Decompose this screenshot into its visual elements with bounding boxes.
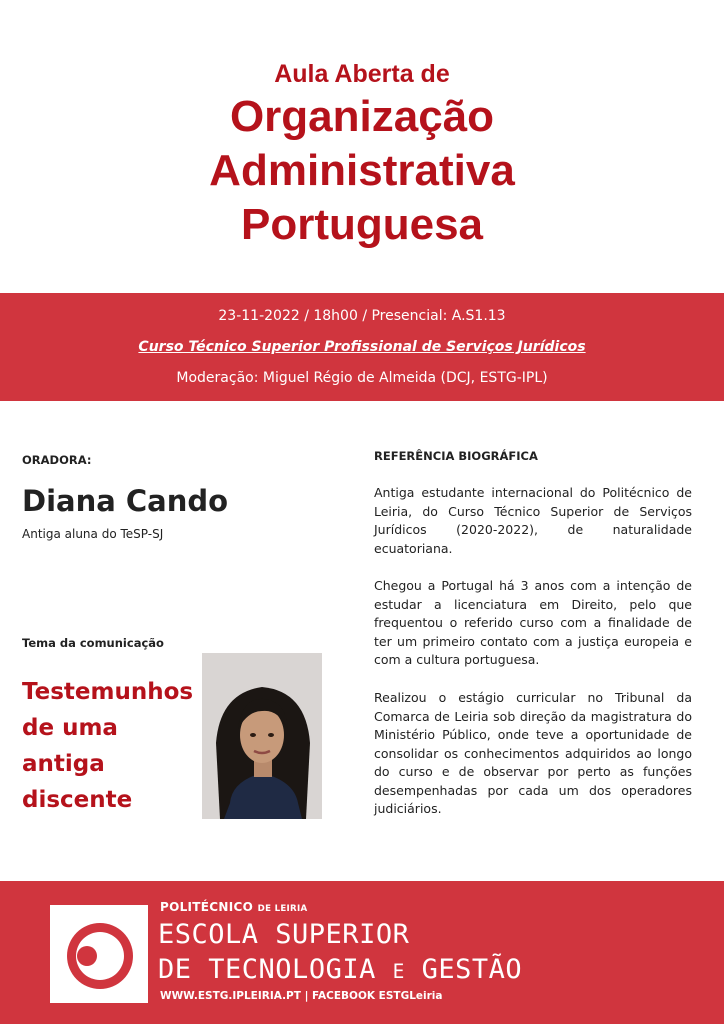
speaker-subtitle: Antiga aluna do TeSP-SJ bbox=[22, 527, 164, 541]
footer-links[interactable]: WWW.ESTG.IPLEIRIA.PT | FACEBOOK ESTGLeiria bbox=[160, 990, 443, 1002]
logo-icon bbox=[50, 905, 148, 1003]
school-logo bbox=[50, 905, 148, 1003]
bio-paragraph: Realizou o estágio curricular no Tribunal da Comarca de Leiria sob direção da magistratura do Ministério Público, onde teve a oportunidade de consolidar os conhecimentos adquiridos ao longo do curso e de observar por perto as funções desempenhadas por cada um dos operadores judiciários. bbox=[374, 690, 692, 816]
speaker-photo bbox=[202, 653, 322, 819]
theme-line: discente bbox=[22, 787, 133, 813]
title-line-3: Administrativa bbox=[209, 146, 515, 195]
event-details: 23-11-2022 / 18h00 / Presencial: A.S1.13 bbox=[218, 308, 506, 324]
institution-name: POLITÉCNICO DE LEIRIA bbox=[160, 900, 308, 914]
theme-label: Tema da comunicação bbox=[22, 636, 164, 650]
bio-heading: REFERÊNCIA BIOGRÁFICA bbox=[374, 449, 538, 463]
school-name-line-2: DE TECNOLOGIA E GESTÃO bbox=[158, 954, 523, 985]
theme-line: antiga bbox=[22, 751, 105, 777]
event-title bbox=[0, 58, 724, 252]
speaker-name: Diana Cando bbox=[22, 484, 229, 518]
school-name-line-1: ESCOLA SUPERIOR bbox=[158, 919, 410, 950]
title-line-4: Portuguesa bbox=[240, 200, 484, 249]
course-name: Curso Técnico Superior Profissional de Serviços Jurídicos bbox=[138, 339, 586, 355]
title-line-2: Organização bbox=[229, 92, 495, 141]
theme-line: de uma bbox=[22, 715, 118, 741]
theme-line: Testemunhos bbox=[22, 679, 194, 705]
speaker-photo-illustration bbox=[202, 653, 322, 819]
footer bbox=[0, 881, 724, 1024]
speaker-label: ORADORA: bbox=[22, 453, 92, 467]
event-info-banner bbox=[0, 293, 724, 401]
moderation: Moderação: Miguel Régio de Almeida (DCJ, ESTG-IPL) bbox=[176, 370, 548, 386]
bio-paragraph: Chegou a Portugal há 3 anos com a intenção de estudar a licenciatura em Direito, pelo que frequentou o referido curso com a finalidade de ter um primeiro contato com a justiça europeia e com a cultura portuguesa. bbox=[374, 578, 692, 667]
talk-theme bbox=[22, 674, 207, 818]
bio-paragraph: Antiga estudante internacional do Politécnico de Leiria, do Curso Técnico Superior de Serviços Jurídicos (2020-2022), de naturalidade ecuatoriana. bbox=[374, 485, 692, 556]
title-line-1: Aula Aberta de bbox=[274, 60, 450, 88]
